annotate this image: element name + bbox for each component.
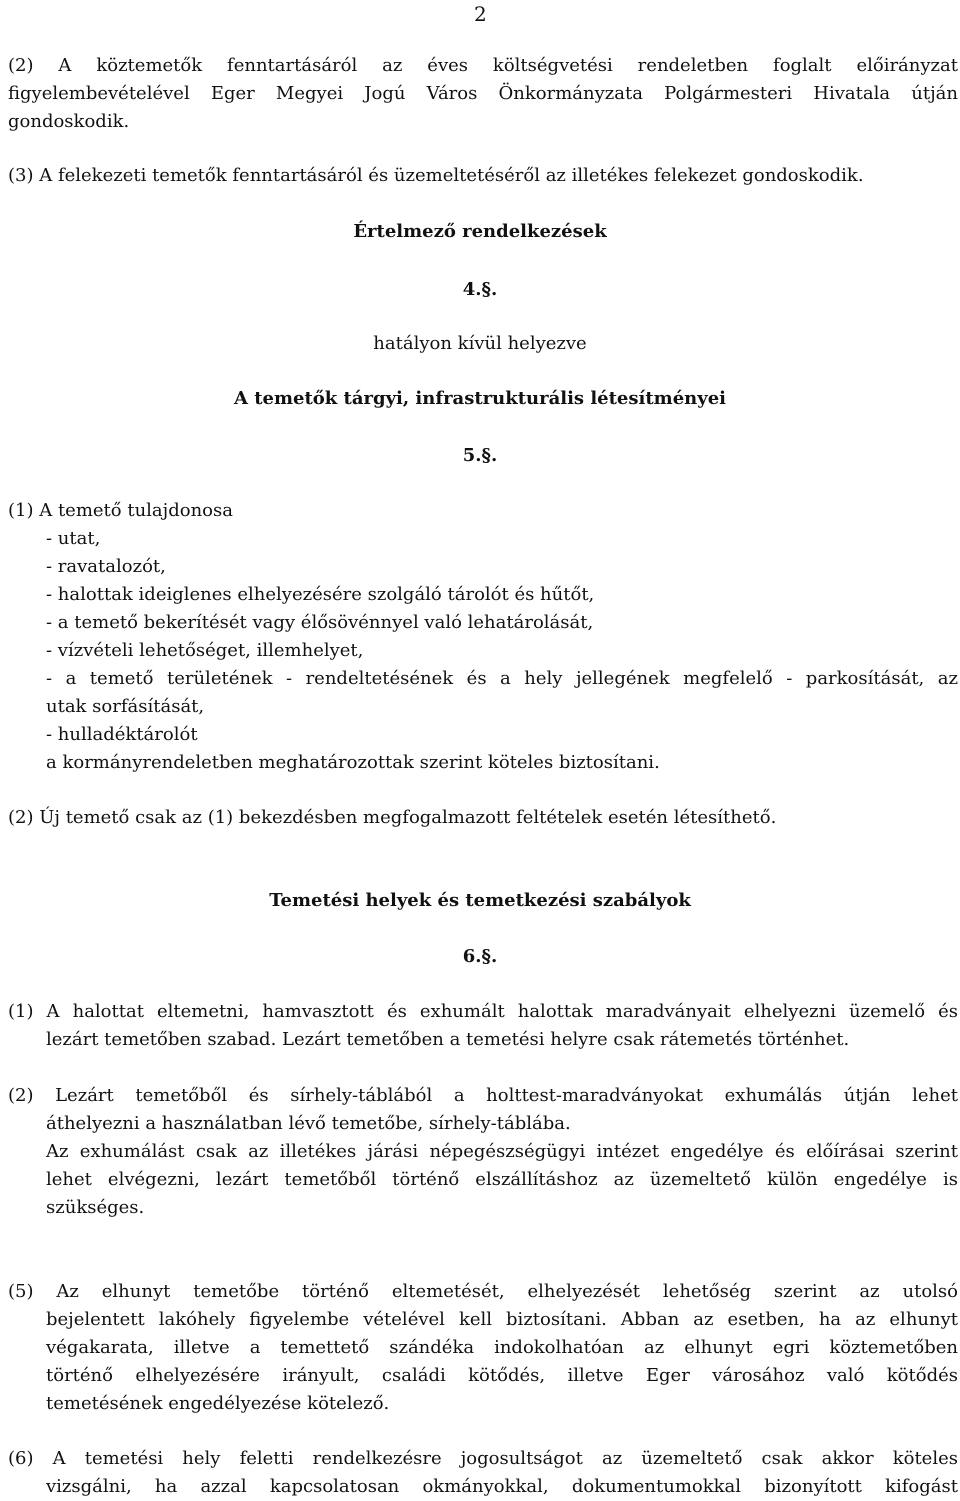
section-6-p5-line-5: temetésének engedélyezése kötelező. [46, 1393, 390, 1414]
list-item: - ravatalozót, [46, 556, 166, 577]
heading-letesitmenyek: A temetők tárgyi, infrastrukturális létesítményei [233, 388, 727, 409]
section-5-number: 5.§. [462, 445, 498, 466]
heading-temetesi-helyek: Temetési helyek és temetkezési szabályok [269, 890, 691, 911]
section-6-p2-line-5: szükséges. [46, 1197, 145, 1218]
section-4-text: hatályon kívül helyezve [373, 333, 587, 354]
list-item: - halottak ideiglenes elhelyezésére szolgáló tárolót és hűtőt, [46, 584, 595, 605]
paragraph-2-line-2: figyelembevételével Eger Megyei Jogú Város Önkormányzata Polgármesteri Hivatala útján [8, 83, 958, 104]
section-6-p2-line-2: áthelyezni a használatban lévő temetőbe, sírhely-táblába. [46, 1113, 571, 1134]
section-6-p5-line-1: (5) Az elhunyt temetőbe történő eltemetését, elhelyezését lehetőség szerint az utolsó [8, 1281, 958, 1302]
section-6-p1-line-1: (1) A halottat eltemetni, hamvasztott és exhumált halottak maradványait elhelyezni üzemelő és [8, 1001, 958, 1022]
section-5-closing: a kormányrendeletben meghatározottak szerint köteles biztosítani. [46, 752, 660, 773]
section-4-number: 4.§. [462, 279, 498, 300]
section-6-p5-line-4: történő elhelyezésére irányult, családi kötődés, illetve Eger városához való kötődés [46, 1365, 958, 1386]
section-6-p6-line-1: (6) A temetési hely feletti rendelkezésre jogosultságot az üzemeltető csak akkor köteles [8, 1448, 958, 1469]
paragraph-2-line-1: (2) A köztemetők fenntartásáról az éves költségvetési rendeletben foglalt előirányzat [8, 55, 958, 76]
section-5-paragraph-2: (2) Új temető csak az (1) bekezdésben megfogalmazott feltételek esetén létesíthető. [8, 807, 777, 828]
list-item: - utat, [46, 528, 101, 549]
page-number: 2 [474, 2, 487, 26]
list-item: - hulladéktárolót [46, 724, 198, 745]
section-6-p1-line-2: lezárt temetőben szabad. Lezárt temetőben a temetési helyre csak rátemetés történhet. [46, 1029, 850, 1050]
paragraph-2-line-3: gondoskodik. [8, 111, 130, 132]
section-5-intro: (1) A temető tulajdonosa [8, 500, 233, 521]
heading-ertelmezo-rendelkezesek: Értelmező rendelkezések [353, 221, 607, 242]
list-item: - a temető bekerítését vagy élősövénnyel való lehatárolását, [46, 612, 594, 633]
list-item: - a temető területének - rendeltetésének és a hely jellegének megfelelő - parkosítását, az [46, 668, 958, 689]
section-6-p2-line-4: lehet elvégezni, lezárt temetőből történő elszállításhoz az üzemeltető külön engedélye is [46, 1169, 958, 1190]
list-item: - vízvételi lehetőséget, illemhelyet, [46, 640, 364, 661]
section-6-p2-line-3: Az exhumálást csak az illetékes járási népegészségügyi intézet engedélye és előírásai szerint [46, 1141, 958, 1162]
section-6-p6-line-2: vizsgálni, ha azzal kapcsolatosan okmányokkal, dokumentumokkal bizonyított kifogást [46, 1476, 958, 1497]
section-6-p5-line-2: bejelentett lakóhely figyelembe vételével kell biztosítani. Abban az esetben, ha az elhunyt [46, 1309, 958, 1330]
section-6-p2-line-1: (2) Lezárt temetőből és sírhely-táblából a holttest-maradványokat exhumálás útján lehet [8, 1085, 958, 1106]
section-6-number: 6.§. [462, 946, 498, 967]
list-item-continuation: utak sorfásítását, [46, 696, 205, 717]
section-6-p5-line-3: végakarata, illetve a temettető szándéka indokolhatóan az elhunyt egri köztemetőben [46, 1337, 958, 1358]
paragraph-3: (3) A felekezeti temetők fenntartásáról és üzemeltetéséről az illetékes felekezet gondoskodik. [8, 165, 864, 186]
